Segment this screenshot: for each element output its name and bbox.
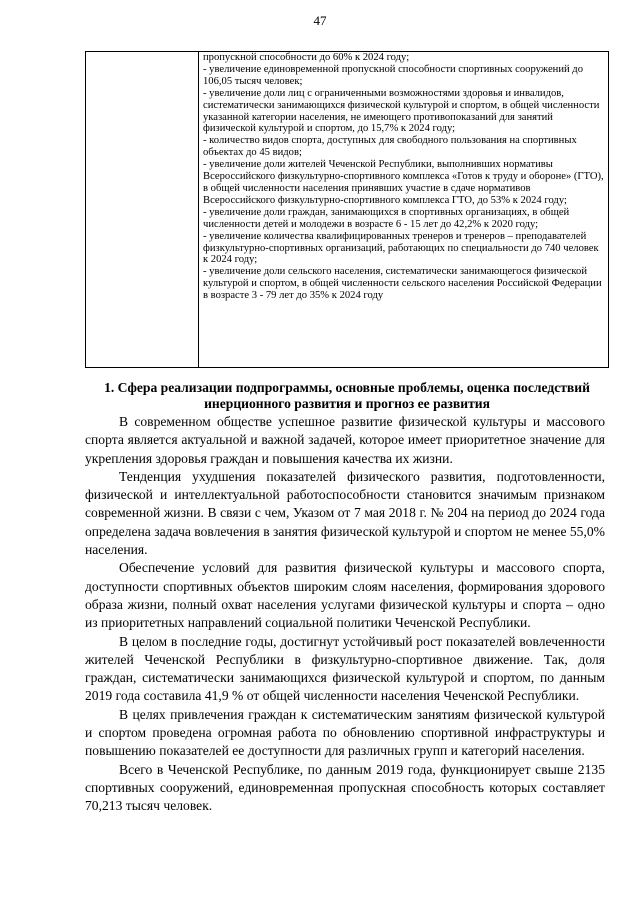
indicator-item: - увеличение доли граждан, занимающихся в спортивных организациях, в общей численности детей и молодежи в возрасте 6 - 15 лет до 42,2% к 2020 году; — [203, 206, 570, 230]
indicator-item: - увеличение доли жителей Чеченской Республики, выполнивших нормативы Всероссийского физкультурно-спортивного комплекса «Готов к труду и обороне» (ГТО), в общей численности населения принявших участие в сдаче нормативов Всероссийского физкультурно-спортивного комплекса ГТО, до 53% к 2024 году; — [203, 159, 604, 206]
indicators-table — [85, 51, 609, 368]
indicator-item: пропускной способности до 60% к 2024 году; — [203, 52, 410, 63]
paragraph: В современном обществе успешное развитие физической культуры и массового спорта является актуальной и важной задачей, которое имеет приоритетное значение для укрепления здоровья граждан и повышения качества их жизни. — [85, 414, 605, 466]
table-label-cell — [86, 52, 199, 368]
table-indicators-cell — [199, 52, 609, 368]
indicator-item: - увеличение доли сельского населения, систематически занимающегося физической культурой и спортом, в общей численности сельского населения Российской Федерации в возрасте 3 - 79 лет до 35% к 2024 году — [203, 266, 602, 302]
section-heading: 1. Сфера реализации подпрограммы, основные проблемы, оценка последствий инерционного развития и прогноз ее развития — [104, 380, 590, 411]
body-text — [85, 413, 605, 816]
paragraph: Тенденция ухудшения показателей физического развития, подготовленности, физической и интеллектуальной работоспособности становится значимым признаком современной жизни. В связи с чем, Указом от 7 мая 2018 г. № 204 на период до 2024 года определена задача вовлечения в занятия физической культурой и спортом не менее 55,0% населения. — [85, 468, 605, 558]
indicator-item: - увеличение количества квалифицированных тренеров и тренеров – преподавателей физкультурно-спортивных организаций, работающих по специальности до 740 человек к 2024 году; — [203, 230, 599, 266]
page-number: 47 — [313, 13, 327, 28]
table-row — [86, 52, 609, 368]
paragraph: Обеспечение условий для развития физической культуры и массового спорта, доступности спортивных объектов широким слоям населения, формирования здорового образа жизни, полный охват населения услугами физической культуры и спорта – одно из приоритетных направлений социальной политики Чеченской Республики. — [85, 560, 605, 631]
indicator-item: - количество видов спорта, доступных для свободного пользования на спортивных объектах до 45 видов; — [203, 135, 577, 159]
indicator-item: - увеличение единовременной пропускной способности спортивных сооружений до 106,05 тысяч человек; — [203, 63, 583, 87]
paragraph: В целях привлечения граждан к систематическим занятиям физической культурой и спортом проведена огромная работа по обновлению спортивной инфраструктуры и повышению показателей ее доступности для различных групп и категорий населения. — [85, 706, 605, 759]
indicator-item: - увеличение доли лиц с ограниченными возможностями здоровья и инвалидов, систематически занимающихся физической культурой и спортом, в общей численности указанной категории населения, не имеющего противопоказаний для занятий физической культурой и спортом, до 15,7% к 2024 году; — [203, 87, 600, 135]
paragraph: Всего в Чеченской Республике, по данным 2019 года, функционирует свыше 2135 спортивных сооружений, единовременная пропускная способность которых составляет 70,213 тысяч человек. — [85, 761, 605, 814]
paragraph: В целом в последние годы, достигнут устойчивый рост показателей вовлеченности жителей Чеченской Республики в физкультурно-спортивное движение. Так, доля граждан, систематически занимающихся физической культурой и спортом, по данным 2019 года составила 41,9 % от общей численности населения Чеченской Республики. — [85, 633, 605, 704]
